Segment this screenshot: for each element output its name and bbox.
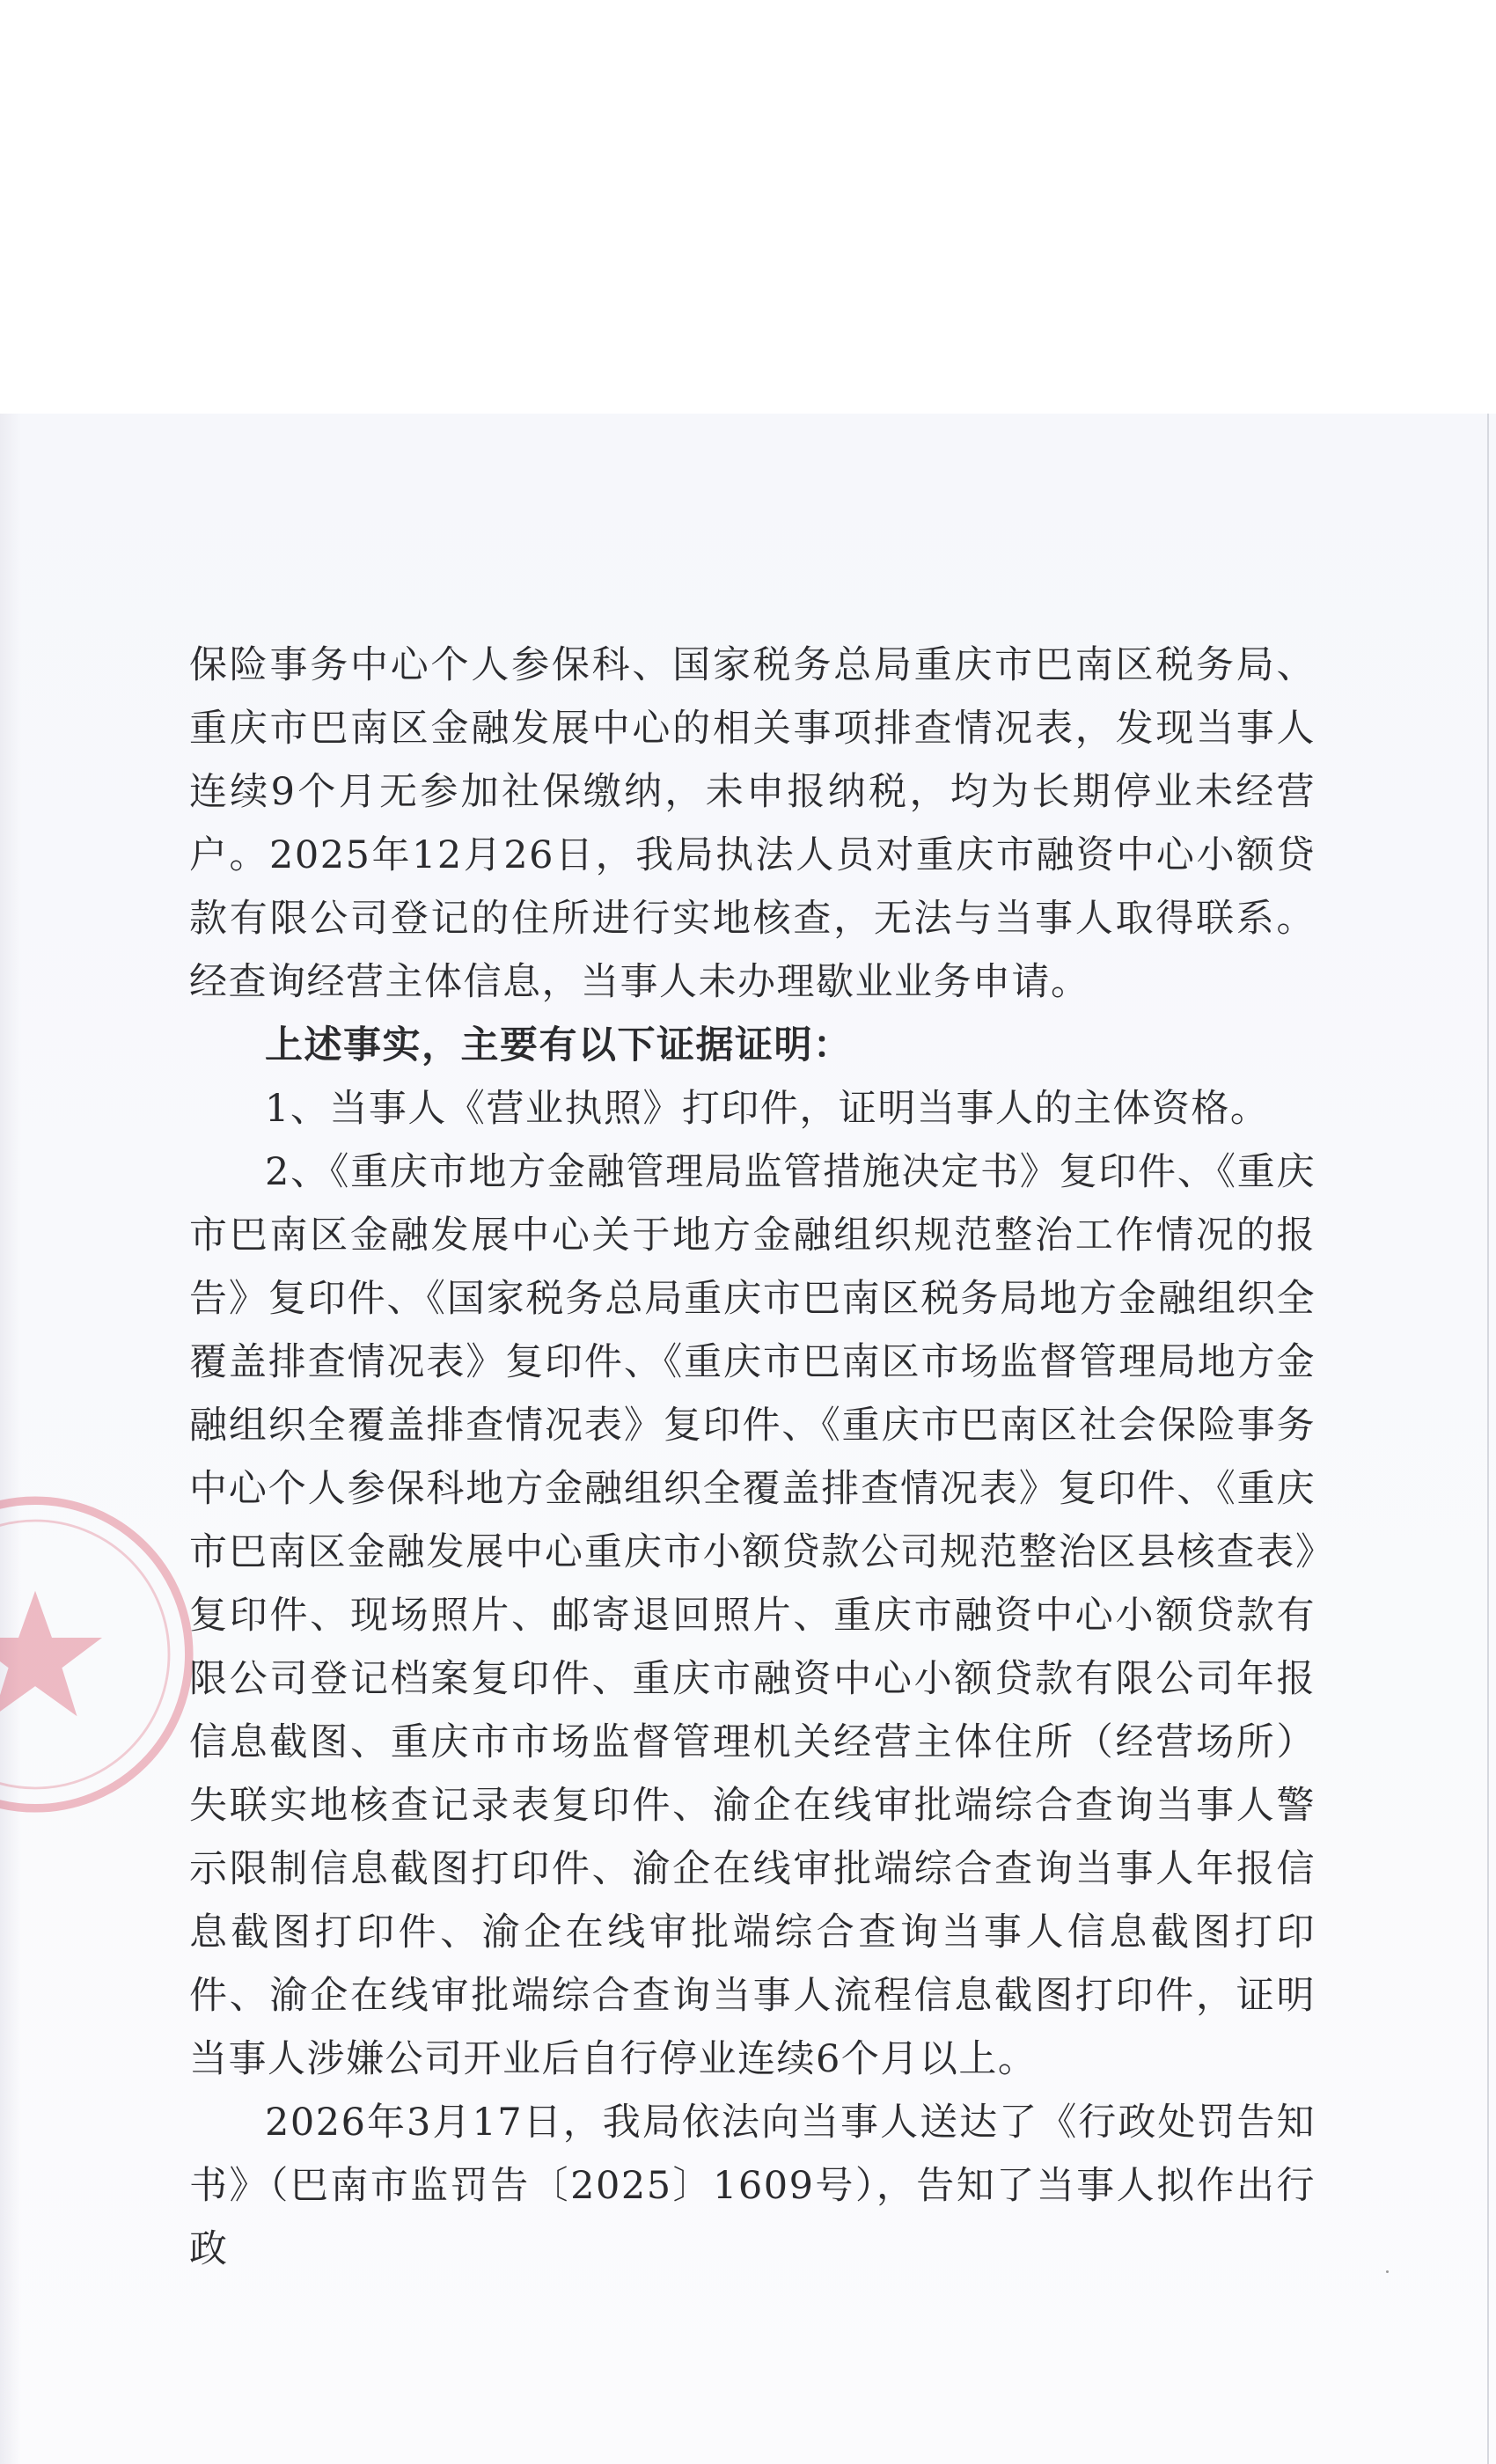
red-seal-stamp-icon bbox=[0, 1487, 202, 1822]
document-body bbox=[189, 634, 1316, 2281]
paragraph-notice: 2026年3月17日，我局依法向当事人送达了《行政处罚告知书》（巴南市监罚告〔2025〕1609号），告知了当事人拟作出行政 bbox=[189, 2101, 1316, 2271]
evidence-item-1: 1、当事人《营业执照》打印件，证明当事人的主体资格。 bbox=[265, 1087, 1270, 1131]
scan-speck bbox=[1386, 2270, 1389, 2273]
evidence-item-2: 2、《重庆市地方金融管理局监管措施决定书》复印件、《重庆市巴南区金融发展中心关于地方金融组织规范整治工作情况的报告》复印件、《国家税务总局重庆市巴南区税务局地方金融组织全覆盖排查情况表》复印件、《重庆市巴南区市场监督管理局地方金融组织全覆盖排查情况表》复印件、《重庆市巴南区社会保险事务中心个人参保科地方金融组织全覆盖排查情况表》复印件、《重庆市巴南区金融发展中心重庆市小额贷款公司规范整治区县核查表》复印件、现场照片、邮寄退回照片、重庆市融资中心小额贷款有限公司登记档案复印件、重庆市融资中心小额贷款有限公司年报信息截图、重庆市市场监督管理机关经营主体住所（经营场所）失联实地核查记录表复印件、渝企在线审批端综合查询当事人警示限制信息截图打印件、渝企在线审批端综合查询当事人年报信息截图打印件、渝企在线审批端综合查询当事人信息截图打印件、渝企在线审批端综合查询当事人流程信息截图打印件，证明当事人涉嫌公司开业后自行停业连续6个月以上。 bbox=[189, 1150, 1316, 2081]
paragraph-investigation: 保险事务中心个人参保科、国家税务总局重庆市巴南区税务局、重庆市巴南区金融发展中心的相关事项排查情况表，发现当事人连续9个月无参加社保缴纳，未申报纳税，均为长期停业未经营户。2025年12月26日，我局执法人员对重庆市融资中心小额贷款有限公司登记的住所进行实地核查，无法与当事人取得联系。经查询经营主体信息，当事人未办理歇业业务申请。 bbox=[189, 643, 1316, 1004]
evidence-heading: 上述事实，主要有以下证据证明： bbox=[265, 1023, 853, 1067]
scan-edge-right bbox=[1487, 414, 1489, 2464]
scan-shadow-left bbox=[0, 414, 21, 2464]
